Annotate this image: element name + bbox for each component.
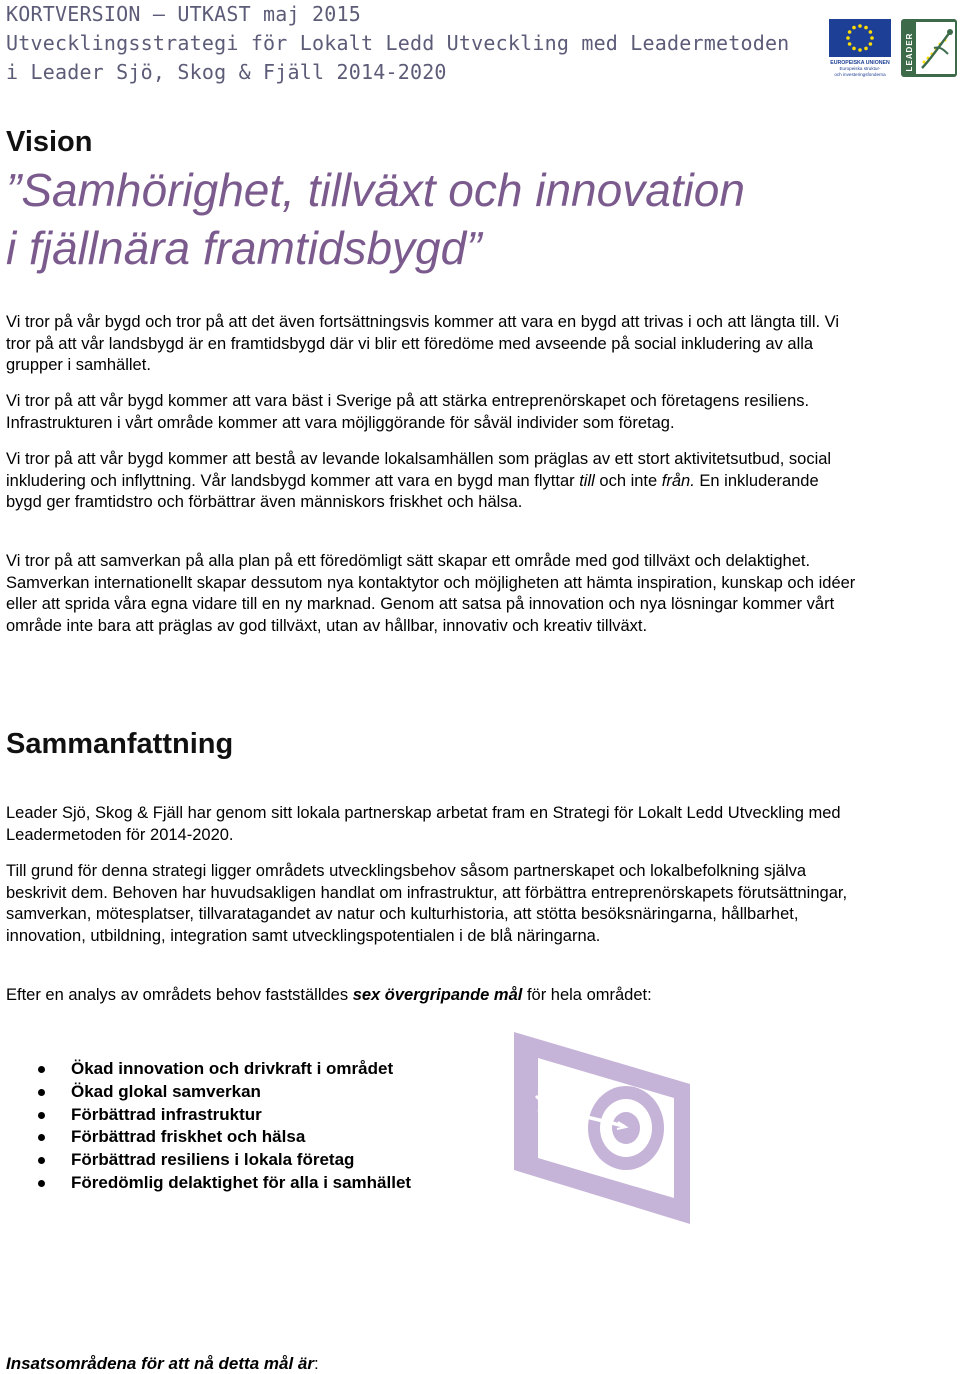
summary-heading: Sammanfattning <box>6 728 234 760</box>
goal-list <box>38 1058 411 1195</box>
header-line-subtitle: i Leader Sjö, Skog & Fjäll 2014-2020 <box>6 60 447 84</box>
header-line-version: KORTVERSION – UTKAST maj 2015 <box>6 2 361 26</box>
footer-intro <box>6 1354 319 1374</box>
summary-paragraph-3 <box>6 985 856 1007</box>
paragraph-3-emphasis-fran: från. <box>661 471 695 490</box>
eu-logo-caption-2: Europeiska struktur- <box>839 66 881 71</box>
leader-logo <box>900 18 958 78</box>
summary-3-text-a: Efter en analys av områdets behov fastställdes <box>6 986 353 1004</box>
eu-logo-caption-3: och investeringsfonderna <box>834 72 886 77</box>
summary-paragraph-1: Leader Sjö, Skog & Fjäll har genom sitt lokala partnerskap arbetat fram en Strategi för Lokalt Ledd Utveckling med Leadermetoden för 2014-2020. <box>6 804 841 844</box>
eu-logo-caption-1: EUROPEISKA UNIONEN <box>830 60 890 66</box>
paragraph-3-emphasis-till: till <box>579 471 595 490</box>
goal-item: Förbättrad infrastruktur <box>38 1104 411 1127</box>
goal-item: Förbättrad friskhet och hälsa <box>38 1126 411 1149</box>
paragraph-3-text-a: Vi tror på att vår bygd kommer att bestå av levande lokalsamhällen som präglas av ett stort aktivitetsutbud, social inkludering och inflyttning. Vår landsbygd kommer att vara en bygd man flyttar <box>6 450 832 490</box>
vision-paragraph-4: Vi tror på att samverkan på alla plan på ett föredömligt sätt skapar ett område med god tillväxt och delaktighet. Samverkan internationellt skapar dessutom nya kontaktytor och möjligheten att hämta inspiration, kunskap och idéer eller att sprida våra egna vidare till en ny marknad. Genom att satsa på innovation och nya lösningar kommer vårt område inte bara att präglas av god tillväxt, utan av hållbar, innovativ och kreativ tillväxt. <box>6 552 856 635</box>
goal-item: Föredömlig delaktighet för alla i samhället <box>38 1172 411 1195</box>
vision-statement-line-2: i fjällnära framtidsbygd” <box>6 222 482 274</box>
vision-statement-line-1: ”Samhörighet, tillväxt och innovation <box>6 164 745 216</box>
paragraph-3-text-c: En inkluderande bygd ger framtidstro och förbättrar även människors friskhet och hälsa. <box>6 471 819 512</box>
paragraph-3-text-b: och inte <box>594 471 662 490</box>
goal-item: Förbättrad resiliens i lokala företag <box>38 1149 411 1172</box>
summary-paragraph-2: Till grund för denna strategi ligger områdets utvecklingsbehov såsom partnerskapet och lokalbefolkning själva beskrivit dem. Behoven har huvudsakligen handlat om infrastruktur, att förbättra entreprenörskapets förutsättningar, samverkan, mötesplatser, tillvaratagandet av natur och kulturhistoria, att stötta besöksnäringarna, hållbarhet, innovation, utbildning, integration samt utvecklingspotentialen i de blå näringarna. <box>6 862 848 945</box>
goal-item: Ökad glokal samverkan <box>38 1081 411 1104</box>
document-header <box>6 0 806 87</box>
goal-item: Ökad innovation och drivkraft i området <box>38 1058 411 1081</box>
header-line-title: Utvecklingsstrategi för Lokalt Ledd Utveckling med Leadermetoden <box>6 31 790 55</box>
vision-paragraph-2: Vi tror på att vår bygd kommer att vara bäst i Sverige på att stärka entreprenörskapet och företagens resiliens. Infrastrukturen i vårt område kommer att vara möjliggörande för såväl individer som företag. <box>6 392 810 432</box>
vision-paragraph-3 <box>6 449 856 514</box>
summary-3-text-b: för hela området: <box>522 986 652 1004</box>
vision-paragraph-1: Vi tror på vår bygd och tror på att det även fortsättningsvis kommer att vara en bygd att trivas i och att längta till. Vi tror på att vår landsbygd är en framtidsbygd där vi blir ett föredöme med avseende på social inkludering av alla grupper i samhället. <box>6 313 840 375</box>
footer-colon: : <box>313 1354 319 1373</box>
summary-3-emphasis: sex övergripande mål <box>352 986 523 1004</box>
target-arrow-icon <box>512 1028 702 1224</box>
eu-flag-logo <box>828 18 892 78</box>
vision-heading: Vision <box>6 126 93 158</box>
footer-text: Insatsområdena för att nå detta mål är <box>6 1354 314 1373</box>
leader-logo-text: LEADER <box>905 32 914 72</box>
